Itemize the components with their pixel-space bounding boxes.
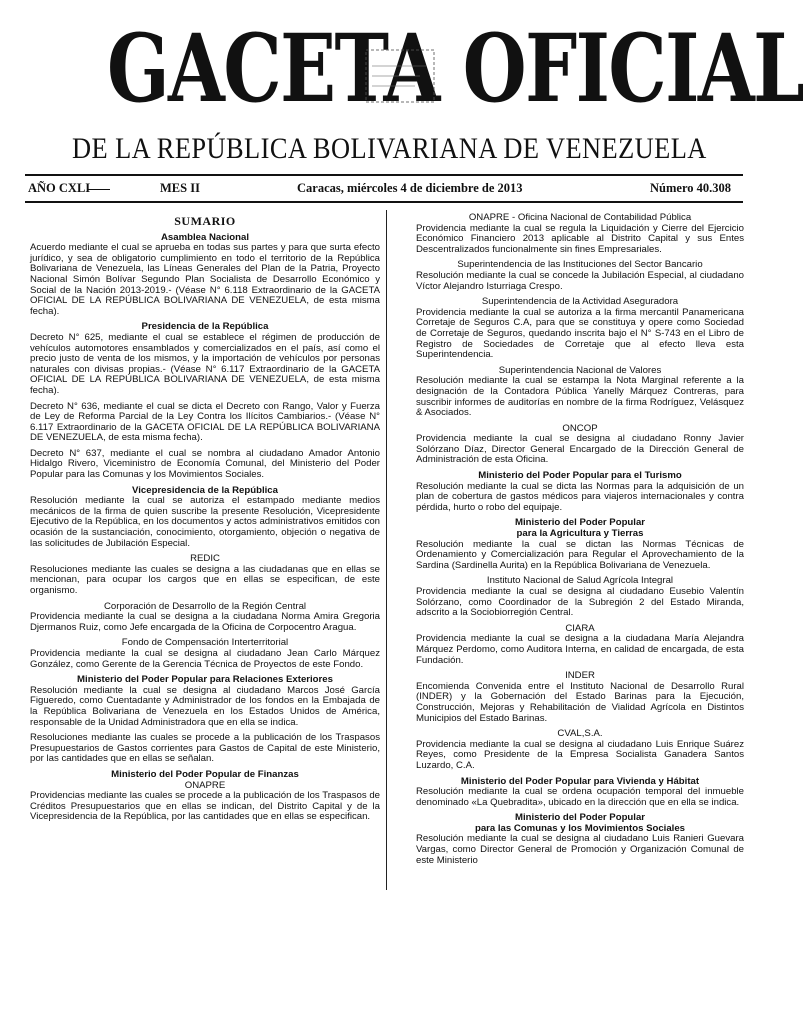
issue-place-date: Caracas, miércoles 4 de diciembre de 2013 — [297, 181, 523, 195]
sumario-left-column — [30, 216, 380, 828]
entry-text: Providencia mediante la cual se designa a la ciudadana María Alejandra Márquez Perdomo, como Auditora Interna, en calidad de encargada, de esta Fundación. — [416, 633, 744, 666]
entry-text: Resolución mediante la cual se concede la Jubilación Especial, al ciudadano Víctor Alejandro Isturriaga Crespo. — [416, 269, 744, 292]
sumario-entry — [30, 402, 380, 444]
entry-text: Providencias mediante las cuales se procede a la publicación de los Traspasos de Créditos Presupuestarios que en ellas se indican, del Distrito Capital y de la Vicepresidencia de la República, por las cantidades que en ellas se especifican. — [30, 790, 380, 823]
masthead-subtitle-wrap — [30, 128, 730, 168]
entry-organization: CIARA — [565, 622, 595, 634]
entry-text: Providencia mediante la cual se regula la Liquidación y Cierre del Ejercicio Económico Financiero 2013 aplicable al Distrito Capital y sus Entes Descentralizados funcionalmente sin fines Empresariales. — [416, 222, 744, 255]
entry-organization: REDIC — [190, 553, 220, 565]
entry-organization: Ministerio del Poder Popular para Relaciones Exteriores — [77, 674, 333, 686]
sumario-entry — [416, 777, 744, 809]
sumario-entry — [416, 366, 744, 419]
issue-dash — [88, 189, 110, 190]
entry-text: Resolución mediante la cual se dictan las Normas Técnicas de Ordenamiento y Comercialización para Regular el Aprovechamiento de la Sardina (Sardinella Aurita) en la República Bolivariana de Venezuela. — [416, 538, 744, 571]
sumario-entry — [416, 729, 744, 771]
entry-text: Resoluciones mediante las cuales se procede a la publicación de los Traspasos Presupuestarios de Gastos corrientes para Gastos de Capital de este Ministerio, por las cantidades que en ellas se señalan. — [30, 732, 380, 765]
sumario-entry — [30, 733, 380, 765]
sumario-entry — [416, 260, 744, 292]
issue-number: Número 40.308 — [650, 181, 732, 195]
entry-organization: Fondo de Compensación Interterritorial — [121, 637, 289, 649]
sumario-entry — [30, 486, 380, 550]
rule-top — [25, 174, 743, 176]
entry-text: Decreto N° 636, mediante el cual se dicta el Decreto con Rango, Valor y Fuerza de Ley de Reforma Parcial de la Ley Contra los Ilícitos Cambiarios.- (Véase N° 6.117 Extraordinario de la GACETA OFICIAL DE LA REPÚBLICA BOLIVARIANA DE VENEZUELA, de esta misma fecha). — [30, 400, 380, 444]
entry-organization: Superintendencia de la Actividad Aseguradora — [481, 296, 679, 308]
entry-text: Resolución mediante la cual se designa al ciudadano Luis Ranieri Guevara Vargas, como Director General de Promoción y Organización Comunal de este Ministerio — [416, 833, 744, 866]
sumario-right-column — [416, 213, 744, 871]
entry-organization: Superintendencia de las Instituciones del Sector Bancario — [457, 259, 703, 271]
sumario-entry — [30, 233, 380, 318]
entry-organization: Asamblea Nacional — [161, 231, 249, 243]
entry-text: Resolución mediante la cual se dicta las Normas para la adquisición de un plan de cobertura de gastos médicos para viajeros internacionales y contra pérdida, hurto o robo del equipaje. — [416, 480, 744, 513]
entry-text: Providencia mediante la cual se designa al ciudadano Jean Carlo Márquez González, como Gerente de la Gerencia Técnica de Proyectos de este Fondo. — [30, 647, 380, 670]
column-divider — [386, 210, 387, 890]
entry-organization: Ministerio del Poder Popular — [514, 812, 646, 824]
sumario-entry — [30, 554, 380, 596]
entry-text: Resolución mediante la cual se designa al ciudadano Marcos José García Figueredo, como Cuentadante y Administrador de los fondos en la Embajada de la República Bolivariana de Venezuela en los Estados Unidos de América, responsable de la Unidad Administradora que en ella se indica. — [30, 684, 380, 728]
sumario-entry — [416, 471, 744, 513]
right-entries — [416, 213, 744, 866]
entry-organization: Presidencia de la República — [141, 321, 269, 333]
entry-organization: Ministerio del Poder Popular para el Turismo — [478, 470, 682, 482]
sumario-heading: SUMARIO — [174, 214, 236, 228]
sumario-entry — [30, 322, 380, 396]
entry-organization: Ministerio del Poder Popular — [514, 517, 646, 529]
entry-organization: CVAL,S.A. — [557, 728, 603, 740]
sumario-entry — [416, 213, 744, 255]
sumario-entry — [416, 671, 744, 724]
issue-year: AÑO CXLI — [28, 181, 91, 195]
entry-text: Acuerdo mediante el cual se aprueba en todas sus partes y para que surta efecto jurídico, y sea de obligatorio cumplimiento en todo el territorio de la República Bolivariana de Venezuela, las Líneas Generales del Plan de la Patria, Proyecto Nacional Simón Bolívar Segundo Plan Socialista de Desarrollo Económico y Social de la Nación 2013-2019.- (Véase N° 6.118 Extraordinario de la GACETA OFICIAL DE LA REPÚBLICA BOLIVARIANA DE VENEZUELA, de esta misma fecha). — [30, 242, 380, 317]
sumario-entry — [416, 518, 744, 571]
entry-text: Resolución mediante la cual se estampa la Nota Marginal referente a la designación de la Contadora Pública Yanelly Márquez Contreras, para suscribir informes de auditorías en nombre de la firma Rodríguez, Velásquez & Asociados. — [416, 375, 744, 419]
entry-text: Providencia mediante la cual se designa al ciudadano Eusebio Valentín Solórzano, como Coordinador de la Subregión 2 del Estado Miranda, adscrito a la Sociobiorregión Central. — [416, 586, 744, 619]
sumario-entry — [30, 675, 380, 728]
entry-text: Providencia mediante la cual se designa al ciudadano Ronny Javier Solórzano Díaz, Director General Encargado de la Dirección General de Administración de esta Oficina. — [416, 433, 744, 466]
entry-organization: Corporación de Desarrollo de la Región Central — [103, 600, 307, 612]
masthead-subtitle: DE LA REPÚBLICA BOLIVARIANA DE VENEZUELA — [72, 132, 707, 165]
masthead-title: GACETA OFICIAL — [107, 14, 803, 124]
entry-text: Providencia mediante la cual se designa a la ciudadana Norma Amira Gregoria Djermanos Ruiz, como Jefe encargada de la Oficina de Corpocentro Aragua. — [30, 611, 380, 633]
entry-text: Providencia mediante la cual se designa al ciudadano Luis Enrique Suárez Reyes, como Presidente de la Empresa Socialista Ganadera Santos Luzardo, C.A. — [416, 738, 744, 771]
sumario-entry — [416, 624, 744, 666]
sumario-entry — [30, 638, 380, 670]
sumario-entry — [30, 602, 380, 634]
entry-text: Resolución mediante la cual se ordena ocupación temporal del inmueble denominado «La Quebradita», ubicado en la dirección que en ella se indica. — [416, 786, 744, 808]
entry-organization: Superintendencia Nacional de Valores — [498, 364, 662, 376]
entry-organization: para las Comunas y los Movimientos Sociales — [474, 822, 686, 834]
entry-text: Decreto N° 637, mediante el cual se nombra al ciudadano Amador Antonio Hidalgo Rivero, Viceministro de Economía Comunal, del Ministerio del Poder Popular para las Comunas y los Movimientos Sociales. — [30, 447, 380, 481]
entry-text: Resoluciones mediante las cuales se designa a las ciudadanas que en ellas se mencionan, para ocupar los cargos que en ellas se especifican, de este organismo. — [30, 563, 380, 596]
rule-bottom — [25, 201, 743, 203]
issue-month: MES II — [160, 181, 200, 195]
sumario-entry — [416, 813, 744, 866]
sumario-entry — [416, 424, 744, 466]
sumario-entry — [30, 449, 380, 481]
sumario-entry — [416, 576, 744, 618]
left-entries — [30, 233, 380, 823]
entry-organization: Ministerio del Poder Popular para Vivienda y Hábitat — [460, 775, 700, 787]
sumario-entry — [416, 297, 744, 361]
stamp-icon — [360, 44, 440, 114]
entry-organization: para la Agricultura y Tierras — [516, 528, 644, 540]
masthead — [30, 14, 803, 133]
entry-organization: Ministerio del Poder Popular de Finanzas — [111, 768, 299, 780]
entry-text: Providencia mediante la cual se autoriza a la firma mercantil Panamericana Corretaje de Seguros C.A, para que se constituya y opere como Sociedad de Corretaje de Seguros, quedando inscrita bajo el N° S-743 en el Libro de Registro de Sociedades de Corretaje que al efecto lleva esta Superintendencia. — [416, 306, 744, 361]
entry-organization: Vicepresidencia de la República — [132, 484, 278, 496]
entry-organization: Instituto Nacional de Salud Agrícola Integral — [486, 575, 674, 587]
entry-text: Decreto N° 625, mediante el cual se establece el régimen de producción de vehículos automotores ensamblados y comercializados en el país, así como el precio justo de venta de los mismos, y la importación de vehículos por personas naturales con divisas propias.- (Véase N° 6.117 Extraordinario de la GACETA OFICIAL DE LA REPÚBLICA BOLIVARIANA DE VENEZUELA, de esta misma fecha). — [30, 331, 380, 396]
entry-text: Resolución mediante la cual se autoriza el estampado mediante medios mecánicos de la firma de quien suscribe la presente Resolución, Vicepresidente Ejecutivo de la República, en los documentos y actos administrativos emitidos con ocasión de la sustanciación, conocimiento, otorgamiento, objeción o negativa de las solicitudes de Jubilación Especial. — [30, 495, 380, 549]
entry-organization: ONAPRE - Oficina Nacional de Contabilidad Pública — [468, 212, 692, 223]
sumario-entry — [30, 770, 380, 823]
entry-organization: INDER — [565, 670, 595, 682]
entry-organization: ONCOP — [562, 422, 598, 434]
entry-sub-organization: ONAPRE — [184, 779, 226, 791]
entry-text: Encomienda Convenida entre el Instituto Nacional de Desarrollo Rural (INDER) y la Gobernación del Estado Barinas para la Ejecución, Construcción, Mejoras y Rehabilitación de Vialidad Agrícola en Distintos Municipios del Estado Barinas. — [416, 680, 744, 724]
